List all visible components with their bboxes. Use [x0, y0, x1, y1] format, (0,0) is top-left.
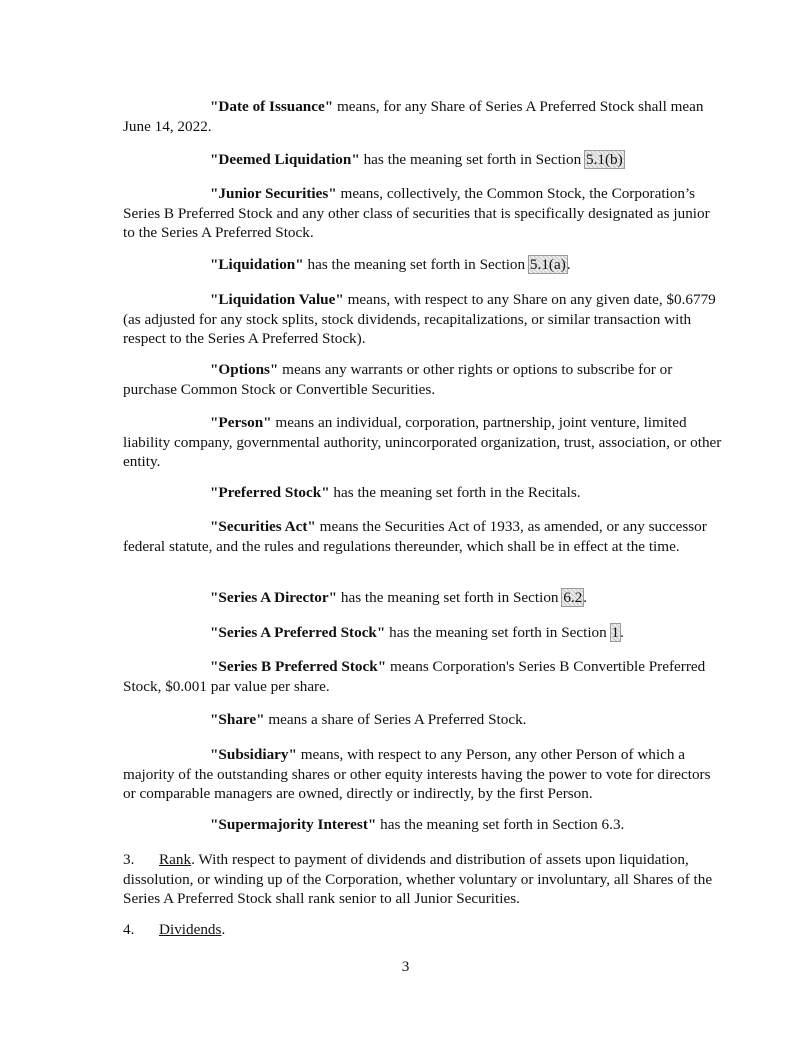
- definition-text: means, for any Share of Series A Preferred Stock shall mean June 14, 2022.: [123, 98, 704, 135]
- definition-text: means Corporation's Series B Convertible Preferred Stock, $0.001 par value per share.: [123, 658, 706, 695]
- definition-series-a-preferred-stock: [123, 623, 723, 643]
- definition-subsidiary: [123, 745, 723, 804]
- definition-supermajority-interest: [123, 815, 723, 835]
- defined-term: "Securities Act": [210, 518, 316, 535]
- section-reference-link[interactable]: 6.2: [563, 589, 583, 606]
- definition-text: means, collectively, the Common Stock, the Corporation’s Series B Preferred Stock and any other class of securities that is specifically designated as junior to the Series A Preferred Stock.: [123, 185, 710, 241]
- section-text: . With respect to payment of dividends and distribution of assets upon liquidation, dissolution, or winding up of the Corporation, whether voluntary or involuntary, all Shares of the Series A Preferred Stock shall rank senior to all Junior Securities.: [123, 851, 713, 907]
- definition-preferred-stock: [123, 483, 723, 503]
- definition-text-end: .: [583, 589, 588, 606]
- definition-options: [123, 360, 723, 399]
- section-number: 4.: [123, 921, 135, 938]
- definition-share: [123, 710, 723, 730]
- section-heading-end: .: [221, 921, 226, 938]
- defined-term: "Series A Preferred Stock": [210, 624, 386, 641]
- section-heading: Dividends: [159, 921, 222, 938]
- definition-deemed-liquidation: [123, 150, 723, 170]
- section-3-rank: [123, 850, 723, 909]
- section-heading: Rank: [159, 851, 192, 868]
- defined-term: "Liquidation Value": [210, 291, 344, 308]
- section-4-dividends: [123, 920, 723, 940]
- defined-term: "Date of Issuance": [210, 98, 334, 115]
- defined-term: "Person": [210, 414, 272, 431]
- definition-text: has the meaning set forth in Section 6.3.: [376, 816, 625, 833]
- defined-term: "Supermajority Interest": [210, 816, 377, 833]
- definition-text: has the meaning set forth in Section: [337, 589, 563, 606]
- definition-text: has the meaning set forth in Section: [303, 256, 529, 273]
- definition-date-of-issuance: [123, 97, 723, 136]
- section-reference-link[interactable]: 1: [611, 624, 620, 641]
- definition-text-end: .: [566, 256, 571, 273]
- defined-term: "Junior Securities": [210, 185, 337, 202]
- definition-text: means, with respect to any Share on any given date, $0.6779 (as adjusted for any stock splits, stock dividends, recapitalizations, or similar transaction with respect to the Series A Preferred Stock).: [123, 291, 716, 347]
- definition-person: [123, 413, 723, 472]
- section-reference-link[interactable]: 5.1(b): [586, 151, 623, 168]
- definition-text: means any warrants or other rights or options to subscribe for or purchase Common Stock or Convertible Securities.: [123, 361, 673, 398]
- defined-term: "Liquidation": [210, 256, 304, 273]
- definition-liquidation-value: [123, 290, 723, 349]
- definition-text: has the meaning set forth in Section: [385, 624, 611, 641]
- definition-series-b-preferred-stock: [123, 657, 723, 696]
- section-reference-link[interactable]: 5.1(a): [529, 256, 566, 273]
- definition-text: has the meaning set forth in the Recitals.: [329, 484, 581, 501]
- defined-term: "Preferred Stock": [210, 484, 330, 501]
- definition-text: means an individual, corporation, partnership, joint venture, limited liability company, governmental authority, unincorporated organization, trust, association, or other entity.: [123, 414, 722, 470]
- definition-text: has the meaning set forth in Section: [359, 151, 586, 168]
- definition-junior-securities: [123, 184, 723, 243]
- definition-text-end: .: [620, 624, 624, 641]
- defined-term: "Options": [210, 361, 279, 378]
- definition-text: means the Securities Act of 1933, as amended, or any successor federal statute, and the rules and regulations thereunder, which shall be in effect at the time.: [123, 518, 707, 555]
- section-number: 3.: [123, 851, 135, 868]
- defined-term: "Deemed Liquidation": [210, 151, 360, 168]
- definition-series-a-director: [123, 588, 723, 608]
- defined-term: "Series B Preferred Stock": [210, 658, 387, 675]
- definition-text: means, with respect to any Person, any other Person of which a majority of the outstanding shares or other equity interests having the power to vote for directors or comparable managers are owned, directly or indirectly, by the first Person.: [123, 746, 711, 802]
- defined-term: "Series A Director": [210, 589, 338, 606]
- defined-term: "Subsidiary": [210, 746, 297, 763]
- defined-term: "Share": [210, 711, 265, 728]
- definition-securities-act: [123, 517, 723, 556]
- definition-text: means a share of Series A Preferred Stock.: [264, 711, 527, 728]
- page-number: 3: [401, 958, 410, 975]
- definition-liquidation: [123, 255, 723, 275]
